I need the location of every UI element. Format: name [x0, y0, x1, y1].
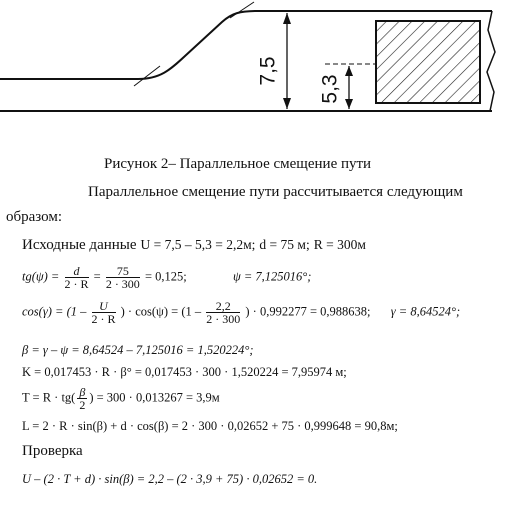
intro-line-1: Параллельное смещение пути рассчитывается следующим — [88, 184, 463, 200]
u-expression: U = 7,5 – 5,3 = 2,2м; — [140, 237, 256, 252]
psi-value: ψ = 7,125016°; — [232, 269, 312, 284]
dimension-label-large: 7,5 — [256, 56, 280, 86]
equation-tg-psi: tg(ψ) = $\frac{d}{2 \cdot R}$ = $\frac{75}{2 \cdot 300}$ = 0,125; ψ = 7,125016°; — [22, 264, 312, 291]
equation-t: T = R · tg( $\frac{\beta}{2}$ ) = 300 · 0,013267 = 3,9м — [22, 385, 220, 412]
fraction-d-over-2r: $\frac{d}{2 \cdot R}$ — [64, 264, 89, 291]
r-expression: R = 300м — [313, 237, 366, 252]
figure-caption: Рисунок 2– Параллельное смещение пути — [104, 156, 372, 172]
tangent-tick-upper — [230, 2, 254, 18]
initial-data-line — [22, 236, 366, 254]
fraction-75-over-600: $\frac{75}{2 \cdot 300}$ — [105, 264, 140, 291]
fraction-2-2-over-600: $\frac{2,2}{2 \cdot 300}$ — [206, 299, 241, 326]
equation-l: L = 2 · R · sin(β) + d · cos(β) = 2 · 300 · 0,02652 + 75 · 0,999648 = 90,8м; — [22, 419, 398, 433]
equation-check: U – (2 · T + d) · sin(β) = 2,2 – (2 · 3,9 + 75) · 0,02652 = 0. — [22, 472, 318, 486]
initial-data-label: Исходные данные — [22, 237, 137, 253]
equation-k: K = 0,017453 · R · β° = 0,017453 · 300 · 1,520224 = 7,95974 м; — [22, 365, 347, 379]
fraction-u-over-2r: $\frac{U}{2 \cdot R}$ — [91, 299, 116, 326]
break-line — [487, 11, 495, 111]
equation-beta: β = γ – ψ = 8,64524 – 7,125016 = 1,520224°; — [22, 343, 254, 357]
gamma-value: γ = 8,64524°; — [390, 304, 461, 319]
d-expression: d = 75 м; — [259, 237, 310, 252]
check-label: Проверка — [22, 443, 83, 459]
equation-cos-gamma: cos(γ) = (1 – $\frac{U}{2 \cdot R}$ ) · cos(ψ) = (1 – $\frac{2,2}{2 \cdot 300}$ ) · 0,992277 = 0,988638; γ = 8,64524°; — [22, 299, 461, 326]
hatched-obstacle — [376, 21, 480, 103]
fraction-beta-over-2: $\frac{\beta}{2}$ — [79, 385, 86, 412]
intro-line-2: образом: — [6, 209, 63, 225]
dimension-label-small: 5,3 — [318, 74, 342, 104]
eq-tg-lhs: tg(ψ) = — [22, 269, 60, 284]
